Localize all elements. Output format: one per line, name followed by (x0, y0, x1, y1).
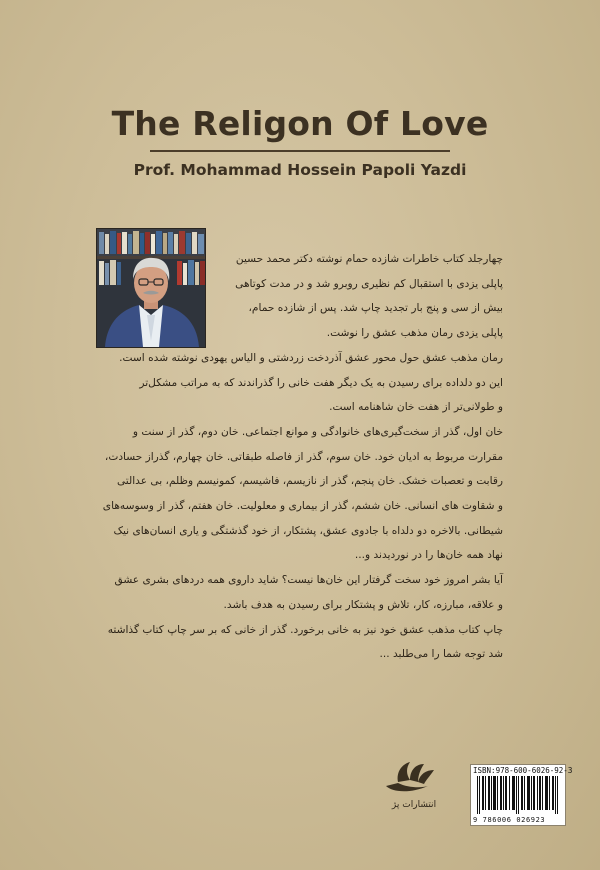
text-line: پاپلی یزدی با استقبال کم نظیری روبرو شد و در مدت کوتاهی (235, 277, 503, 290)
synopsis-paragraph-5 (93, 618, 503, 667)
text-line: آیا بشر امروز خود سخت گرفتار این خان‌ها نیست؟ شاید داروی همه دردهای بشری عشق (114, 574, 503, 587)
synopsis-paragraph-2 (93, 346, 503, 420)
text-line: رمان مذهب عشق حول محور عشق آذردخت زردشتی و الیاس یهودی نوشته شده است. (119, 351, 503, 364)
text-line: مقرارت مربوط به ادیان خود. خان سوم، گذر از فاصله طبقاتی. خان چهارم، گذراز حسادت، (104, 450, 503, 463)
text-line: و شقاوت های انسانی. خان ششم، گذر از بیماری و معلولیت. خان هفتم، گذر از وسوسه‌های (102, 500, 503, 513)
text-line: شد توجه شما را می‌طلبد ... (379, 648, 503, 661)
text-line: چهارجلد کتاب خاطرات شازده حمام نوشته دکتر محمد حسین (235, 253, 503, 265)
barcode-icon (475, 776, 561, 814)
text-line: نهاد همه خان‌ها را در نوردیدند و... (354, 549, 503, 562)
author-name: Prof. Mohammad Hossein Papoli Yazdi (133, 161, 467, 179)
synopsis-paragraph-3 (93, 420, 503, 568)
title-underline (150, 150, 450, 152)
text-line: و طولانی‌تر از هفت خان شاهنامه است. (329, 401, 503, 414)
synopsis-text (93, 247, 503, 667)
text-line: این دو دلداده برای رسیدن به یک دیگر هفت خانی را گذراندند که به مراتب مشکل‌تر (139, 376, 503, 389)
book-title: The Religon Of Love (111, 104, 489, 143)
synopsis-paragraph-4 (93, 568, 503, 617)
text-line: شیطانی. بالاخره دو دلداه با جادوی عشق، پشتکار، از خود گذشتگی و یاری انسان‌های نیک (113, 524, 503, 537)
publisher-name: انتشارات پژ (391, 800, 437, 810)
synopsis-paragraph-1 (93, 247, 503, 346)
isbn-label: ISBN:978-600-6026-92-3 (473, 766, 573, 775)
text-line: رقابت و تعصبات خشک. خان پنجم، گذر از نازیسم، فاشیسم، کمونیسم وظلم، بی عدالتی (116, 475, 503, 488)
text-line: چاپ کتاب مذهب عشق خود نیز به خانی برخورد. گذر از خانی که بر سر چاپ کتاب گذاشته (107, 623, 503, 636)
barcode-digits: 9 786006 026923 (473, 816, 546, 824)
text-line: خان اول، گذر از سخت‌گیری‌های خانوادگی و موانع اجتماعی. خان دوم، گذر از سنت و (132, 425, 503, 438)
text-line: و علاقه، مبارزه، کار، تلاش و پشتکار برای رسیدن به هدف باشد. (223, 598, 503, 611)
publisher-logo-icon (380, 756, 440, 796)
text-line: بیش از سی و پنج بار تجدید چاپ شد. پس از شازده حمام، (248, 302, 503, 315)
isbn-barcode (470, 764, 573, 826)
text-line: پاپلی یزدی رمان مذهب عشق را نوشت. (326, 327, 503, 340)
